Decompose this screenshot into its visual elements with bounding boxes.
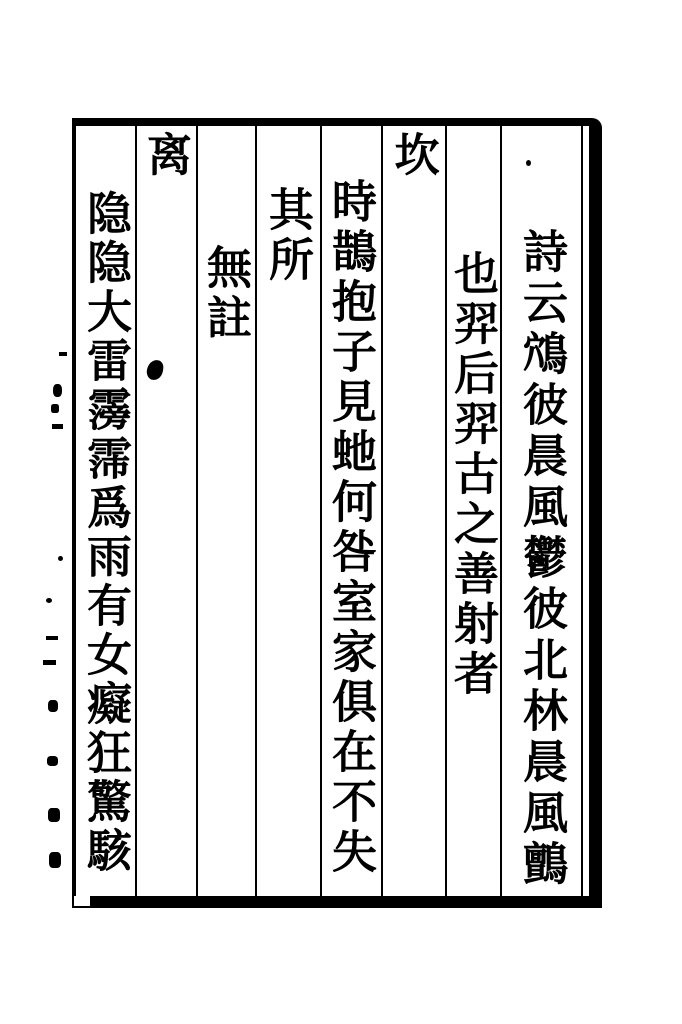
ink-fragment [47, 756, 58, 766]
ink-fragment [48, 808, 60, 822]
ink-fragment [43, 660, 56, 665]
ink-fragment [58, 556, 63, 561]
text-column-8 [76, 126, 135, 896]
column-text: 無註 [199, 244, 252, 344]
ink-fragment [46, 598, 52, 603]
page-frame [72, 118, 602, 908]
ink-fragment [51, 404, 59, 413]
text-column-4 [320, 126, 381, 896]
ink-fragment [46, 636, 58, 640]
text-column-1 [500, 126, 583, 896]
ink-fragment [59, 352, 67, 356]
hexagram-header-kan-column [381, 126, 445, 896]
ink-fragment [53, 384, 62, 397]
text-column-2 [445, 126, 500, 896]
ink-speck [526, 160, 531, 166]
text-column-5 [255, 126, 320, 896]
column-text: 也羿后羿古之善射者 [446, 250, 499, 700]
ink-fragment [49, 852, 61, 868]
hexagram-label-li: 离 [139, 131, 192, 181]
border-wear-notch [74, 896, 90, 906]
hexagram-label-kan: 坎 [386, 131, 440, 181]
column-text: 隐隐大雷霶霈爲雨有女癡狂驚駭 [79, 190, 132, 876]
ink-fragment [48, 700, 58, 712]
text-column-6 [196, 126, 255, 896]
column-text: 時鵲抱子見虵何咎室家俱在不失 [324, 178, 377, 878]
column-text: 詩云鴪彼晨風鬱彼北林晨風鸇 [515, 228, 568, 891]
ink-fragment [52, 424, 63, 429]
column-text: 其所 [261, 186, 314, 286]
hexagram-header-li-column [135, 126, 196, 896]
page-body [76, 126, 589, 896]
